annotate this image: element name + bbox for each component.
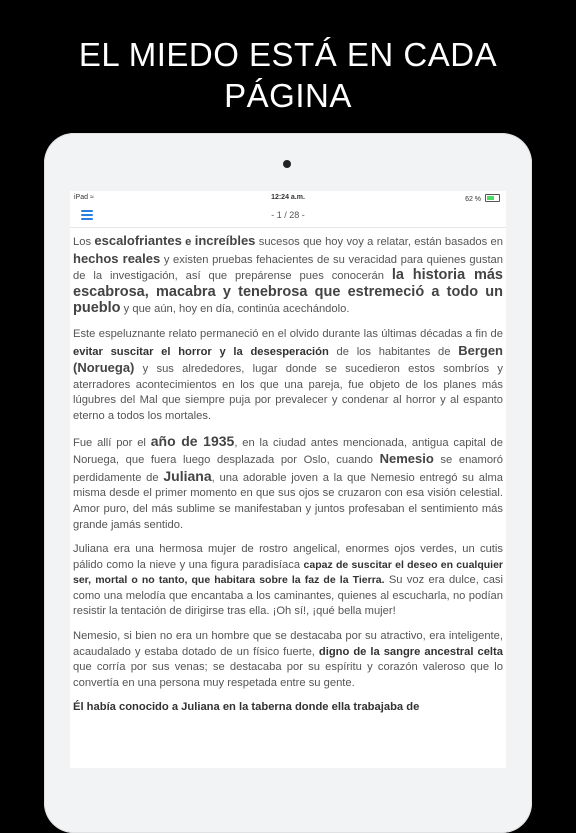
paragraph-3: [73, 434, 503, 534]
text-run: Los: [73, 236, 95, 248]
battery-percent: 62 %: [465, 196, 482, 203]
text-run: Nemesio, si bien no era un hombre que se destacaba por su atractivo, era inteligente, acaudalado y estaba dotado de un físico fuerte,: [73, 630, 503, 658]
paragraph-2: [73, 327, 503, 425]
paragraph-5: [73, 629, 503, 691]
text-run: de los habitantes de: [328, 345, 459, 358]
paragraph-6: [73, 700, 503, 716]
bold-run: año de 1935: [150, 432, 235, 449]
text-run: que corría por sus venas; se destacaba por su espíritu y corazón valeroso que lo convertía en una persona muy respetada entre su gente.: [73, 661, 503, 689]
bold-run: digno de la sangre ancestral celta: [318, 645, 503, 658]
headline-line-2: PÁGINA: [224, 77, 352, 114]
camera-icon: [283, 160, 291, 168]
bold-run: increíbles: [194, 233, 256, 248]
device-name: iPad: [74, 194, 89, 201]
paragraph-1: [73, 233, 503, 318]
text-run: Este espeluznante relato permaneció en el olvido durante las últimas décadas a fin de: [73, 327, 503, 340]
text-run: y que aún, hoy en día, continúa acechándolo.: [120, 303, 350, 316]
bold-run: escalofriantes: [94, 233, 182, 248]
bold-run: e: [185, 236, 192, 248]
bold-run: Bergen (Noruega): [73, 342, 503, 376]
headline-line-1: EL MIEDO ESTÁ EN CADA: [78, 36, 498, 73]
text-run: Juliana era una hermosa mujer de rostro angelical, enormes ojos verdes, un cutis pálido como la nieve y una figura paradisíaca: [73, 543, 503, 571]
wifi-icon: ≈: [89, 194, 94, 201]
text-run: y existen pruebas fehacientes de su veracidad para quienes gustan de la investigación, así que prepárense pues conocerán: [73, 253, 504, 283]
bold-run: la historia más escabrosa, macabra y tenebrosa que estremeció a todo un pueblo: [73, 267, 503, 317]
paragraph-4: [73, 542, 503, 620]
promo-headline: [0, 34, 576, 116]
page-indicator: - 1 / 28 -: [271, 210, 305, 220]
battery-status: [465, 194, 500, 203]
bold-run: capaz de suscitar el deseo en cualquier ser, mortal o no tanto, que habitara sobre la faz de la Tierra.: [73, 558, 503, 587]
text-run: Fue allí por el: [73, 436, 151, 449]
text-run: sucesos que hoy voy a relatar, están basados en: [255, 236, 503, 248]
bold-run: hechos reales: [73, 250, 161, 266]
text-run: se enamoró perdidamente de: [73, 454, 504, 484]
status-time: 12:24 a.m.: [271, 194, 305, 201]
reader-toolbar: [70, 205, 506, 228]
text-run: y sus alrededores, lugar donde se sucedieron estos sombríos y aterradores acontecimientos en los que una pareja, fue objeto de los planes más lúgubres del Mal que siempre puja por prevalecer y condenar al horror y al espanto eterno a todos los mortales.: [73, 363, 503, 422]
text-run: Su voz era dulce, casi como una melodía que encantaba a los caminantes, quienes al escucharla, no podían resistir la tentación de dirigirse tras ella. ¡Oh sí!, ¡qué bella mujer!: [73, 574, 503, 618]
text-run: , una adorable joven a la que Nemesio entregó su alma misma desde el primer momento en que sus ojos se cruzaron con esa visión celestial. Amor puro, del más sublime se manifestaban y juntos profesaban el sentimiento más grande jamás sentido.: [73, 471, 503, 531]
battery-fill: [487, 196, 494, 200]
text-run: , en la ciudad antes mencionada, antigua capital de Noruega, que fuera luego desplazada por Oslo, cuando: [73, 436, 503, 467]
bold-run: Él había conocido a Juliana en la taberna donde ella trabajaba de: [73, 701, 420, 714]
status-bar: [70, 191, 506, 205]
bold-run: Juliana: [163, 467, 212, 484]
battery-icon: [485, 194, 500, 202]
article-text: [73, 233, 503, 725]
reader-screen: [70, 191, 506, 768]
bold-run: evitar suscitar el horror y la desesperación: [73, 345, 329, 358]
bold-run: Nemesio: [379, 451, 434, 467]
